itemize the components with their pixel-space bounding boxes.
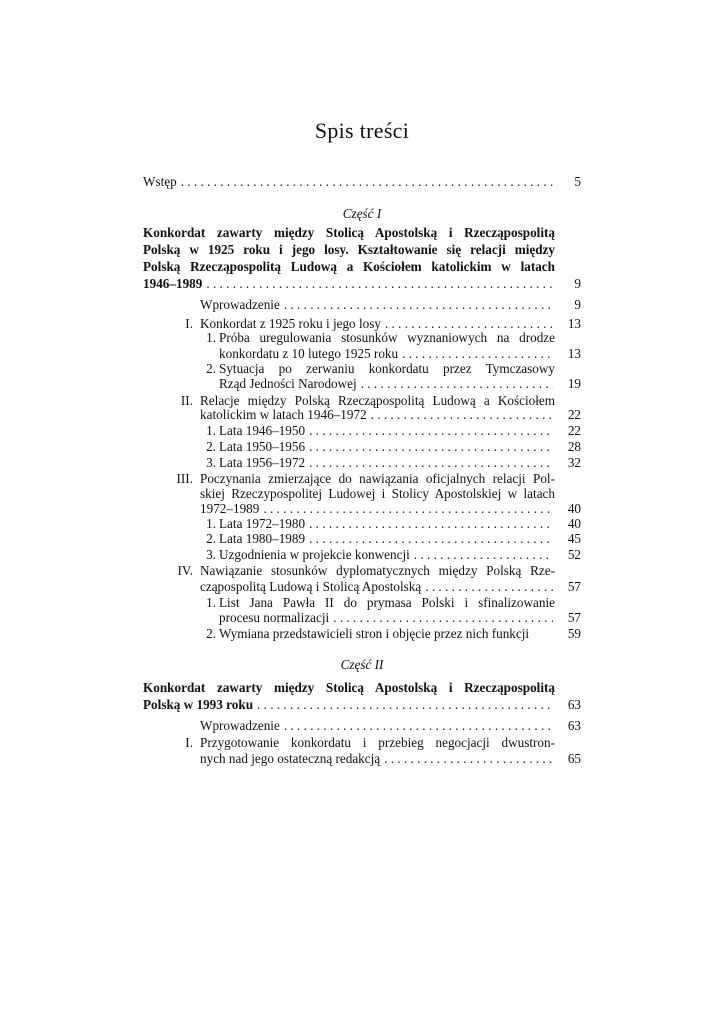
dot-leader	[284, 297, 553, 313]
toc-entry-section-3[interactable]	[200, 501, 581, 517]
toc-entry-label: List Jana Pawła II do prymasa Polski i sfinalizowanie	[219, 595, 555, 610]
subsection-number: 1.	[206, 516, 216, 531]
part-2-chapter-line: Konkordat zawarty między Stolicą Apostolską i Rzecząpospolitą	[143, 680, 555, 695]
dot-leader	[371, 407, 553, 423]
toc-entry-section-2[interactable]	[200, 407, 581, 423]
toc-page-number: 32	[567, 455, 581, 470]
toc-entry-label: Uzgodnienia w projekcie konwencji	[219, 547, 410, 562]
dot-leader	[309, 423, 553, 439]
toc-entry-label: Relacje między Polską Rzecząpospolitą Ludową a Kościołem	[200, 393, 555, 408]
toc-entry-label: nych nad jego ostateczną redakcją	[200, 751, 381, 766]
toc-entry-wstep[interactable]	[143, 174, 581, 190]
subsection-number: 2.	[206, 531, 216, 546]
dot-leader	[384, 751, 553, 767]
toc-page-number: 52	[567, 547, 581, 562]
subsection-number: 3.	[206, 547, 216, 562]
toc-entry-label: Wprowadzenie	[200, 718, 280, 733]
toc-page-number: 22	[567, 423, 581, 438]
toc-entry-section-1-2[interactable]	[219, 376, 581, 392]
dot-leader	[309, 531, 553, 547]
toc-entry-label: procesu normalizacji	[219, 610, 330, 625]
subsection-number: 1.	[206, 423, 216, 438]
toc-entry-section-2-2[interactable]	[219, 439, 581, 455]
toc-entry-section-1-1[interactable]	[219, 346, 581, 362]
toc-page-number: 28	[567, 439, 581, 454]
toc-page-number: 9	[574, 297, 581, 312]
toc-entry-section-3-1[interactable]	[219, 516, 581, 532]
toc-page-number: 13	[567, 346, 581, 361]
toc-entry-label: Lata 1980–1989	[219, 531, 306, 546]
toc-entry-section-2-3[interactable]	[219, 455, 581, 471]
toc-page-number: 63	[567, 697, 581, 712]
section-number: I.	[185, 316, 193, 331]
toc-page-number: 40	[567, 501, 581, 516]
toc-entry-label: Sytuacja po zerwaniu konkordatu przez Tymczasowy	[219, 361, 555, 376]
toc-entry-wprowadzenie-2[interactable]	[200, 718, 581, 734]
toc-page-number: 40	[567, 516, 581, 531]
toc-entry-label: Nawiązanie stosunków dyplomatycznych między Polską Rze-	[200, 563, 555, 578]
toc-entry-label: Próba uregulowania stosunków wyznaniowych na drodze	[219, 330, 555, 345]
toc-entry-section-3-2[interactable]	[219, 531, 581, 547]
toc-page-number: 45	[567, 531, 581, 546]
part-1-chapter-line: Polską w 1925 roku i jego losy. Kształtowanie się relacji między	[143, 242, 555, 257]
toc-entry-wprowadzenie[interactable]	[200, 297, 581, 313]
subsection-number: 1.	[206, 595, 216, 610]
dot-leader	[284, 718, 553, 734]
toc-entry-section-4-1[interactable]	[219, 610, 581, 626]
toc-entry-label: Wprowadzenie	[200, 297, 280, 312]
dot-leader	[425, 579, 553, 595]
part-2-heading: Część II	[340, 657, 384, 672]
subsection-number: 3.	[206, 455, 216, 470]
toc-entry-label: Konkordat z 1925 roku i jego losy	[200, 316, 381, 331]
toc-page-number: 22	[567, 407, 581, 422]
toc-entry-label: Lata 1956–1972	[219, 455, 306, 470]
toc-page-number: 57	[567, 579, 581, 594]
toc-entry-label: Rząd Jedności Narodowej	[219, 376, 357, 391]
dot-leader	[263, 501, 553, 517]
section-number: III.	[176, 471, 193, 486]
toc-entry-label: konkordatu z 10 lutego 1925 roku	[219, 346, 399, 361]
toc-entry-section-4[interactable]	[200, 579, 581, 595]
section-number: I.	[185, 735, 193, 750]
dot-leader	[181, 174, 553, 190]
toc-entry-part-1-chapter[interactable]	[143, 276, 581, 292]
part-1-chapter-line: 1946–1989	[143, 276, 203, 291]
part-2-chapter-line: Polską w 1993 roku	[143, 697, 254, 712]
toc-entry-part-2-section-1[interactable]	[200, 751, 581, 767]
toc-entry-label: Przygotowanie konkordatu i przebieg negocjacji dwustron-	[200, 735, 555, 750]
dot-leader	[402, 346, 553, 362]
part-1-chapter-line: Konkordat zawarty między Stolicą Apostolską i Rzecząpospolitą	[143, 225, 555, 240]
toc-entry-label: 1972–1989	[200, 501, 260, 516]
toc-page-number: 57	[567, 610, 581, 625]
toc-entry-label: Lata 1946–1950	[219, 423, 306, 438]
dot-leader	[333, 610, 553, 626]
toc-entry-label: Lata 1972–1980	[219, 516, 306, 531]
dot-leader	[309, 455, 553, 471]
section-number: II.	[180, 393, 193, 408]
toc-entry-label: skiej Rzeczypospolitej Ludowej i Stolicy Apostolskiej w latach	[200, 486, 555, 501]
dot-leader	[309, 516, 553, 532]
toc-page-number: 65	[567, 751, 581, 766]
dot-leader	[257, 697, 553, 713]
dot-leader	[309, 439, 553, 455]
toc-entry-part-2-chapter[interactable]	[143, 697, 581, 713]
toc-entry-label: Wymiana przedstawicieli stron i objęcie przez nich funkcji	[219, 626, 530, 641]
toc-page-number: 9	[574, 276, 581, 291]
toc-entry-label: Lata 1950–1956	[219, 439, 306, 454]
toc-page-number: 59	[567, 626, 581, 641]
toc-page-number: 63	[567, 718, 581, 733]
toc-entry-label: Wstęp	[143, 174, 177, 189]
toc-page-number: 13	[567, 316, 581, 331]
dot-leader	[206, 276, 553, 292]
toc-page-number: 19	[567, 376, 581, 391]
toc-page-number: 5	[574, 174, 581, 189]
toc-entry-section-3-3[interactable]	[219, 547, 581, 563]
dot-leader	[361, 376, 553, 392]
toc-entry-section-4-2[interactable]	[219, 626, 581, 642]
subsection-number: 2.	[206, 361, 216, 376]
toc-entry-label: Poczynania zmierzające do nawiązania oficjalnych relacji Pol-	[200, 471, 555, 486]
dot-leader	[414, 547, 553, 563]
subsection-number: 2.	[206, 439, 216, 454]
section-number: IV.	[177, 563, 193, 578]
page-title: Spis treści	[314, 118, 410, 143]
toc-entry-label: katolickim w latach 1946–1972	[200, 407, 367, 422]
part-1-heading: Część I	[342, 206, 382, 221]
toc-entry-section-2-1[interactable]	[219, 423, 581, 439]
subsection-number: 2.	[206, 626, 216, 641]
toc-entry-label: cząpospolitą Ludową i Stolicą Apostolską	[200, 579, 422, 594]
subsection-number: 1.	[206, 330, 216, 345]
part-1-chapter-line: Polską Rzecząpospolitą Ludową a Kościołem katolickim w latach	[143, 259, 555, 274]
